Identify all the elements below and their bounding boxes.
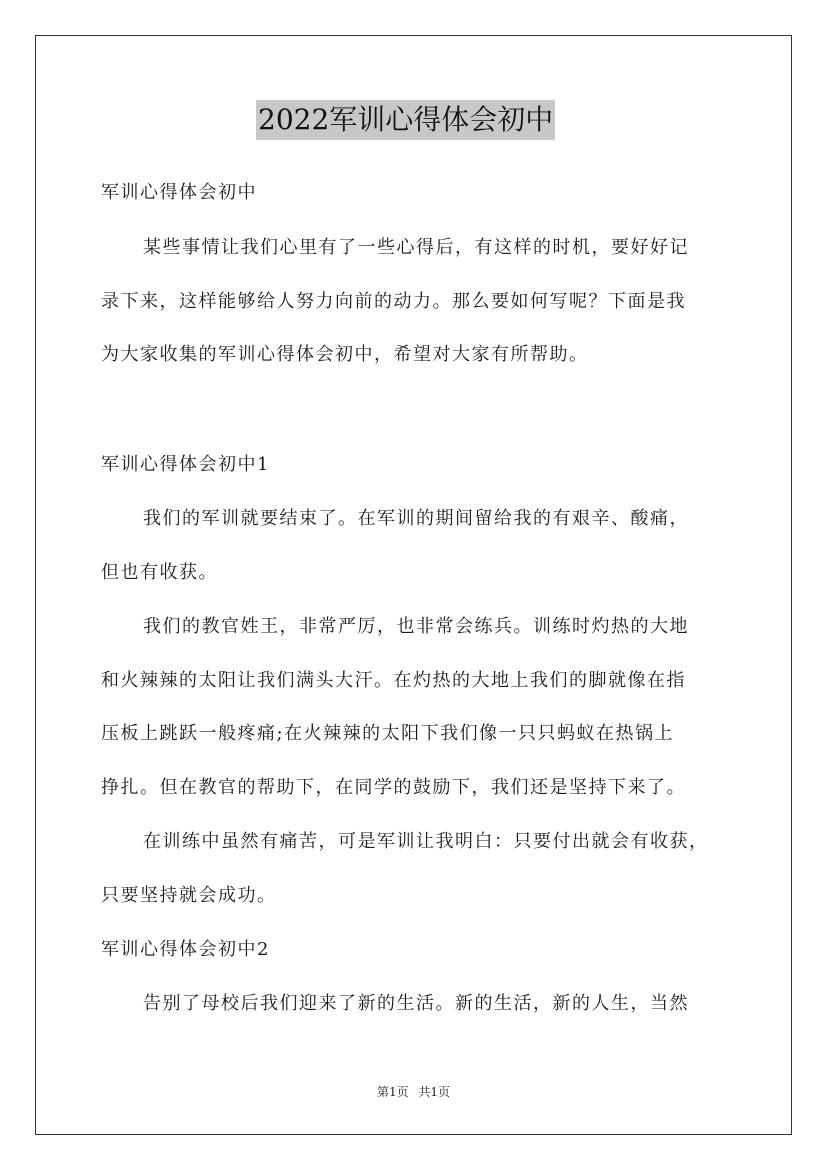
paragraph-line: 我们的军训就要结束了。在军训的期间留给我的有艰辛、酸痛，: [143, 508, 689, 529]
intro-heading: 军训心得体会初中: [101, 182, 257, 203]
page-total: 共1页: [418, 1085, 451, 1099]
page-number: 第1页: [376, 1085, 409, 1099]
paragraph-line: 为大家收集的军训心得体会初中，希望对大家有所帮助。: [101, 344, 589, 365]
paragraph-line: 挣扎。但在教官的帮助下，在同学的鼓励下，我们还是坚持下来了。: [101, 777, 686, 798]
paragraph-line: 告别了母校后我们迎来了新的生活。新的生活，新的人生，当然: [143, 993, 689, 1014]
section-heading-1: 军训心得体会初中1: [101, 454, 270, 475]
page-footer: [0, 1084, 827, 1100]
paragraph-line: 只要坚持就会成功。: [101, 885, 277, 906]
paragraph-line: 在训练中虽然有痛苦，可是军训让我明白：只要付出就会有收获，: [143, 831, 709, 852]
section-heading-2: 军训心得体会初中2: [101, 939, 270, 960]
paragraph-line: 录下来，这样能够给人努力向前的动力。那么要如何写呢？下面是我: [101, 291, 686, 312]
paragraph-line: 某些事情让我们心里有了一些心得后，有这样的时机，要好好记: [143, 237, 689, 258]
paragraph-line: 压板上跳跃一般疼痛;在火辣辣的太阳下我们像一只只蚂蚁在热锅上: [101, 723, 675, 744]
paragraph-line: 我们的教官姓王，非常严厉，也非常会练兵。训练时灼热的大地: [143, 616, 689, 637]
paragraph-line: 但也有收获。: [101, 562, 218, 583]
paragraph-line: 和火辣辣的太阳让我们满头大汗。在灼热的大地上我们的脚就像在指: [101, 670, 686, 691]
document-title: 2022军训心得体会初中: [256, 100, 555, 140]
